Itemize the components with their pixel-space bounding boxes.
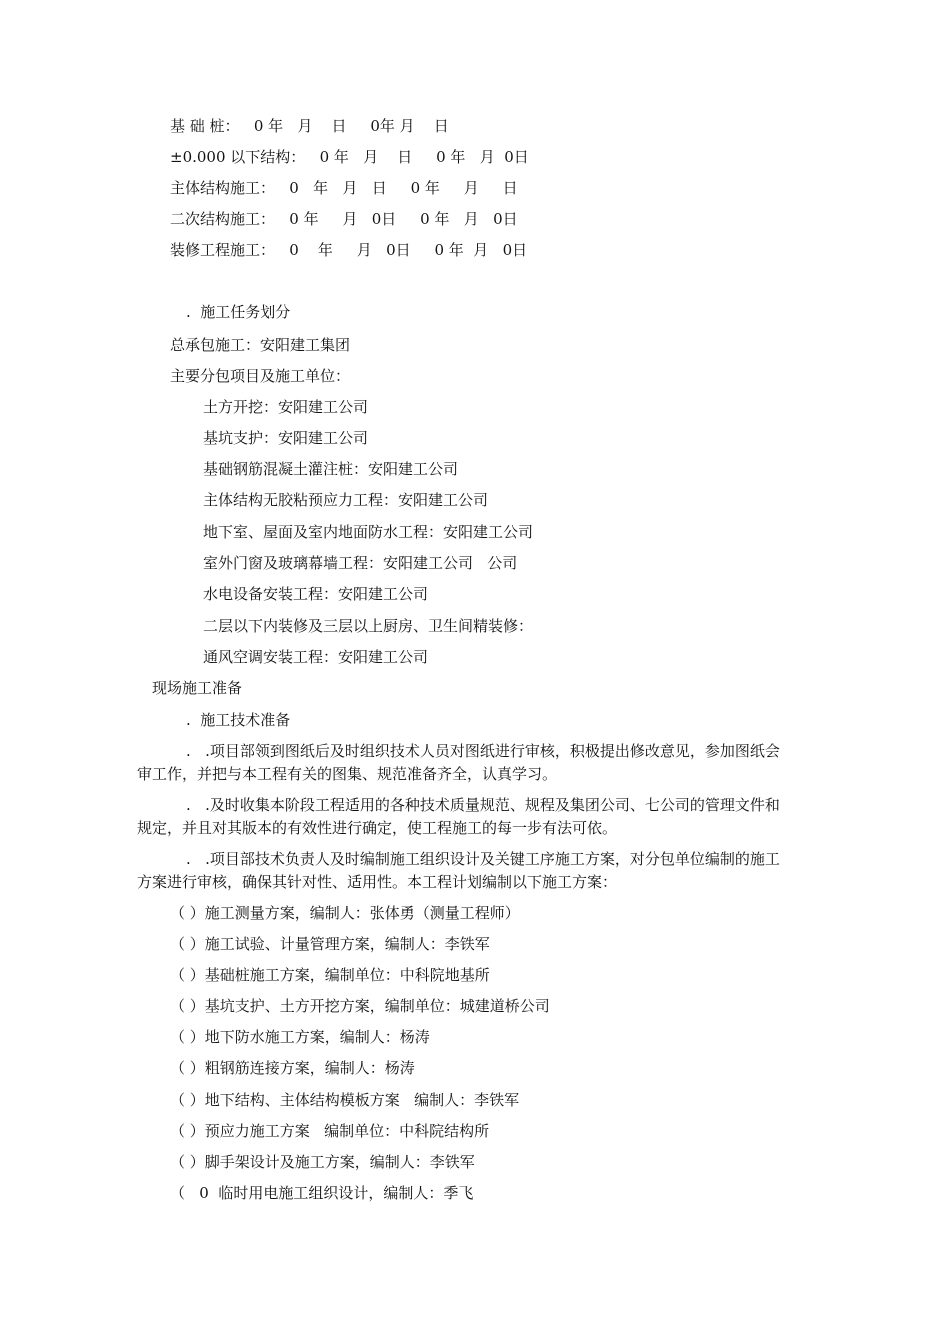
paragraph-2-line-1: . .及时收集本阶段工程适用的各种技术质量规范、规程及集团公司、七公司的管理文件和: [186, 796, 780, 814]
paragraph-2-line-2: 规定，并且对其版本的有效性进行确定，使工程施工的每一步有法可依。: [137, 819, 618, 837]
plan-item: （ ）预应力施工方案 编制单位：中科院结构所: [170, 1122, 490, 1140]
subcontract-item: 主体结构无胶粘预应力工程：安阳建工公司: [203, 491, 489, 509]
plan-item: （ ）地下防水施工方案，编制人：杨涛: [170, 1028, 430, 1046]
schedule-line-below-grade-structure: ±0.000 以下结构： 0 年 月 日 0 年 月 0日: [170, 148, 529, 166]
subcontract-item: 室外门窗及玻璃幕墙工程：安阳建工公司 公司: [203, 554, 518, 572]
plan-item: （ ）地下结构、主体结构模板方案 编制人：李铁军: [170, 1091, 520, 1109]
schedule-line-main-structure: 主体结构施工： 0 年 月 日 0 年 月 日: [170, 179, 518, 197]
site-prep-title: 现场施工准备: [152, 679, 243, 697]
subcontract-item: 地下室、屋面及室内地面防水工程：安阳建工公司: [203, 523, 534, 541]
plan-item: （ ）基坑支护、土方开挖方案，编制单位：城建道桥公司: [170, 997, 550, 1015]
tech-prep-heading: . 施工技术准备: [186, 711, 291, 729]
subcontract-item: 水电设备安装工程：安阳建工公司: [203, 585, 429, 603]
task-division-heading: . 施工任务划分: [186, 303, 291, 321]
plan-item: （ ）施工试验、计量管理方案，编制人：李铁军: [170, 935, 490, 953]
schedule-line-decoration: 装修工程施工： 0 年 月 0日 0 年 月 0日: [170, 241, 528, 259]
paragraph-3-line-2: 方案进行审核，确保其针对性、适用性。本工程计划编制以下施工方案：: [137, 873, 618, 891]
schedule-line-foundation-pile: 基 础 桩： 0 年 月 日 0年 月 日: [170, 117, 449, 135]
plan-item: （ ）脚手架设计及施工方案，编制人：李铁军: [170, 1153, 475, 1171]
subcontract-item: 二层以下内装修及三层以上厨房、卫生间精装修：: [203, 617, 534, 635]
schedule-line-secondary-structure: 二次结构施工： 0 年 月 0日 0 年 月 0日: [170, 210, 518, 228]
subcontract-item: 通风空调安装工程：安阳建工公司: [203, 648, 429, 666]
subcontract-item: 土方开挖：安阳建工公司: [203, 398, 369, 416]
paragraph-3-line-1: . .项目部技术负责人及时编制施工组织设计及关键工序施工方案，对分包单位编制的施工: [186, 850, 780, 868]
plan-item: （ ）施工测量方案，编制人：张体勇（测量工程师）: [170, 904, 520, 922]
general-contractor-line: 总承包施工：安阳建工集团: [170, 336, 351, 354]
plan-item: （ ）粗钢筋连接方案，编制人：杨涛: [170, 1059, 415, 1077]
plan-item: （ ）基础桩施工方案，编制单位：中科院地基所: [170, 966, 490, 984]
plan-item: （ 0 临时用电施工组织设计，编制人：季飞: [170, 1184, 474, 1202]
subcontract-title: 主要分包项目及施工单位：: [170, 367, 351, 385]
subcontract-item: 基础钢筋混凝土灌注桩：安阳建工公司: [203, 460, 459, 478]
paragraph-1-line-2: 审工作，并把与本工程有关的图集、规范准备齐全，认真学习。: [137, 765, 558, 783]
paragraph-1-line-1: . .项目部领到图纸后及时组织技术人员对图纸进行审核，积极提出修改意见，参加图纸会: [186, 742, 780, 760]
subcontract-item: 基坑支护：安阳建工公司: [203, 429, 369, 447]
